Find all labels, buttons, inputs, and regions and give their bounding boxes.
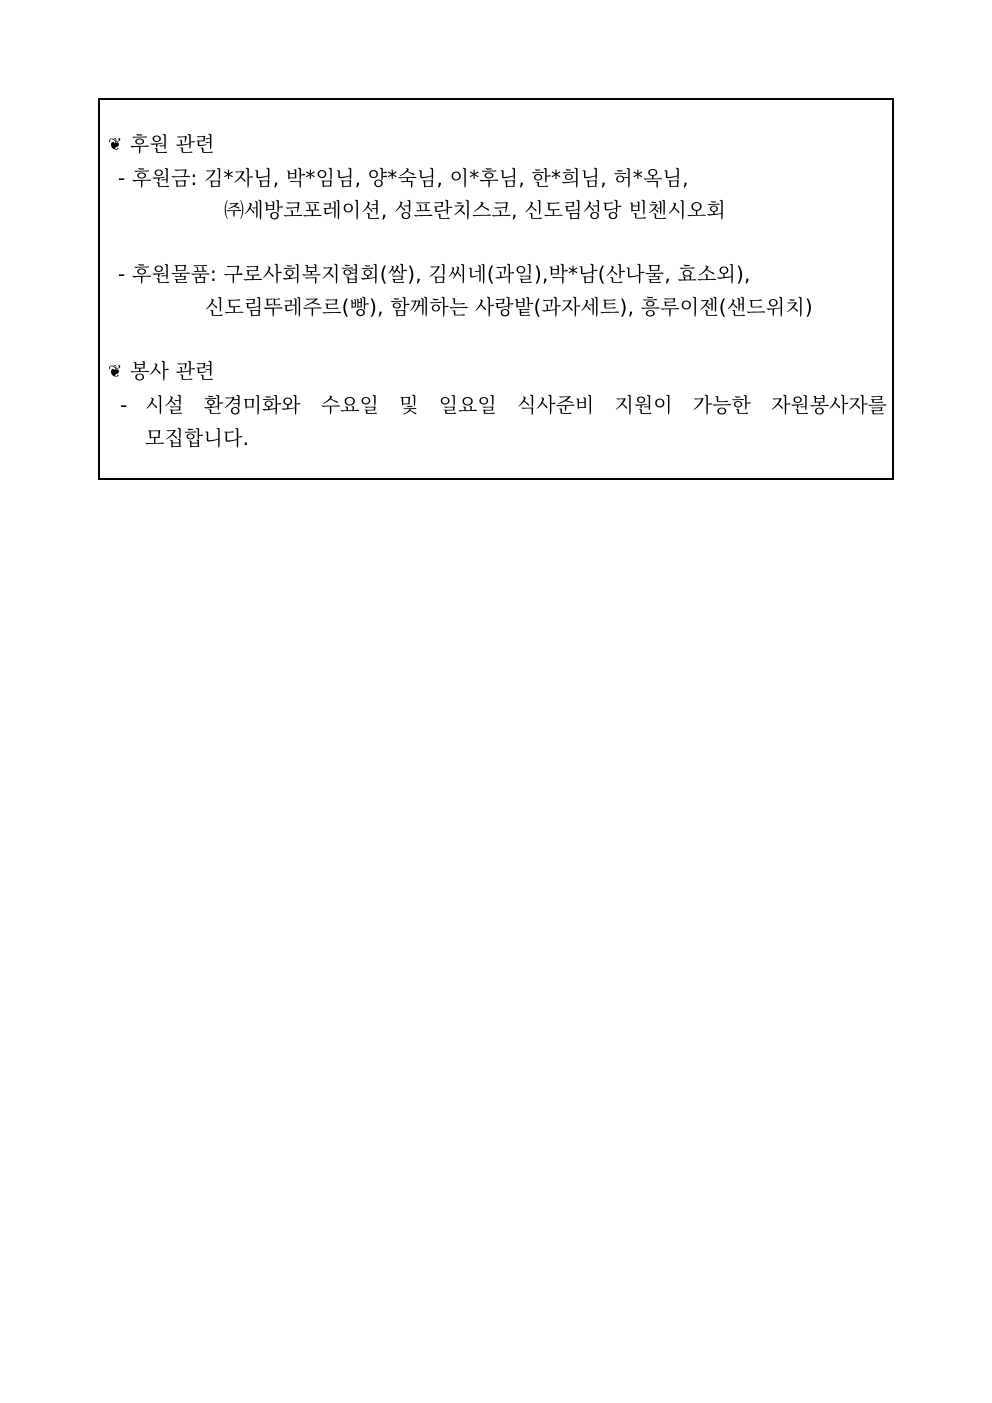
- donation-goods-row: [118, 260, 751, 288]
- donation-money-label: - 후원금:: [118, 166, 205, 190]
- donation-money-row-2: [224, 196, 726, 224]
- volunteer-text-line-2: 모집합니다.: [145, 426, 250, 450]
- donation-goods-items-2: 신도림뚜레주르(빵), 함께하는 사랑밭(과자세트), 흥루이젠(샌드위치): [205, 295, 813, 319]
- volunteer-heading-row: [108, 357, 215, 387]
- support-heading: 후원 관련: [130, 132, 215, 156]
- volunteer-dash: -: [120, 393, 128, 417]
- donation-goods-items: 구로사회복지협회(쌀), 김씨네(과일),박*남(산나물, 효소외),: [223, 262, 751, 286]
- donation-money-row: [118, 164, 689, 192]
- volunteer-heading: 봉사 관련: [130, 359, 215, 383]
- flower-bullet-icon: ❦: [108, 362, 123, 382]
- donation-goods-label: - 후원물품:: [118, 262, 224, 286]
- notice-box: [98, 98, 894, 480]
- donation-money-organizations: ㈜세방코포레이션, 성프란치스코, 신도림성당 빈첸시오회: [224, 198, 726, 222]
- support-heading-row: [108, 130, 215, 160]
- donation-money-names: 김*자님, 박*임님, 양*숙님, 이*후님, 한*희님, 허*옥님,: [204, 166, 689, 190]
- donation-goods-row-2: [205, 293, 813, 321]
- volunteer-text-line-1: 시설 환경미화와 수요일 및 일요일 식사준비 지원이 가능한 자원봉사자를: [145, 393, 887, 417]
- flower-bullet-icon: ❦: [108, 135, 123, 155]
